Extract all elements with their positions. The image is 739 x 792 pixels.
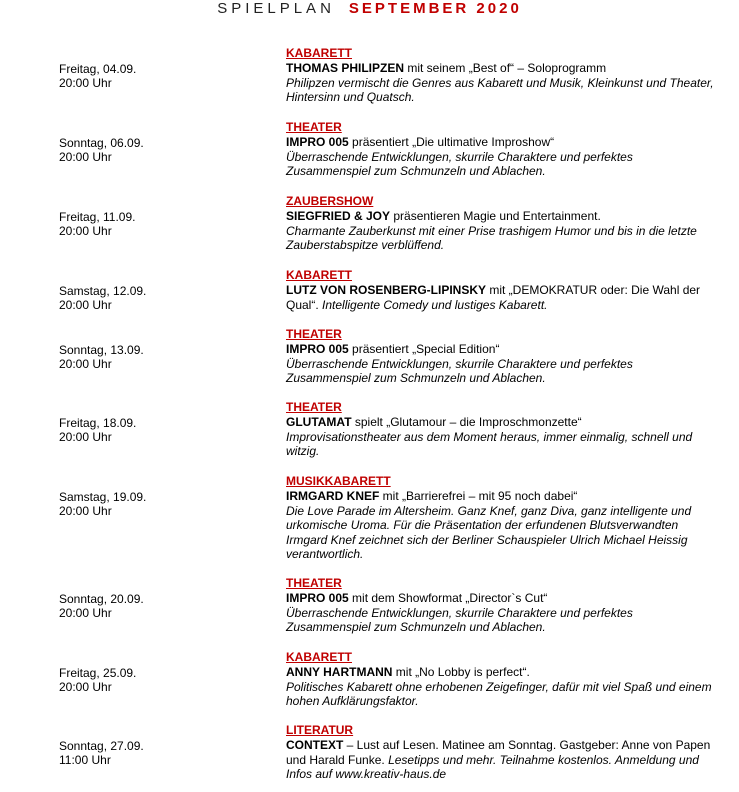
event-time: 20:00 Uhr <box>59 357 112 371</box>
event-title: – Lust auf Lesen. Matinee am Sonntag. Gastgeber: Anne von Papen und Harald Funke. <box>286 738 711 767</box>
event-description: Überraschende Entwicklungen, skurrile Charaktere und perfektes Zusammenspiel zum Schmunzeln und Ablachen. <box>286 356 633 385</box>
event-category: THEATER <box>286 400 342 414</box>
event-time: 20:00 Uhr <box>59 680 112 694</box>
event-title: mit dem Showformat „Director`s Cut“ <box>348 591 548 605</box>
event-description: Lesetipps und mehr. Teilnahme kostenlos. Anmeldung und Infos auf www.kreativ-haus.de <box>286 752 699 781</box>
event-performer: IMPRO 005 <box>286 342 349 356</box>
event-performer: IMPRO 005 <box>286 591 349 605</box>
event-performer: CONTEXT <box>286 738 344 752</box>
event-description: Überraschende Entwicklungen, skurrile Charaktere und perfektes Zusammenspiel zum Schmunzeln und Ablachen. <box>286 605 633 634</box>
event-category: LITERATUR <box>286 723 354 737</box>
event-date: Samstag, 19.09. <box>59 490 147 504</box>
event-date: Sonntag, 20.09. <box>59 592 144 606</box>
event-content <box>286 194 716 253</box>
event-category: KABARETT <box>286 268 352 282</box>
event-content <box>286 474 716 562</box>
event-title: mit „Barrierefrei – mit 95 noch dabei“ <box>379 489 578 503</box>
event-category: MUSIKKABARETT <box>286 474 391 488</box>
event-headline <box>286 489 716 504</box>
event-description: Die Love Parade im Altersheim. Ganz Knef, ganz Diva, ganz intelligente und urkomische Uroma. Für die Präsentation der erfundenen Blutsverwandten Irmgard Knef zeichnet sich der Berliner Schauspieler Ulrich Michael Heissig verantwortlich. <box>286 503 692 561</box>
event-performer: IRMGARD KNEF <box>286 489 380 503</box>
title-month: SEPTEMBER 2020 <box>348 0 522 17</box>
event-title: mit „No Lobby is perfect“. <box>392 665 530 679</box>
event-date: Sonntag, 27.09. <box>59 739 144 753</box>
event-content <box>286 650 716 709</box>
event-datetime <box>59 284 146 312</box>
event-description: Philipzen vermischt die Genres aus Kabarett und Musik, Kleinkunst und Theater, Hintersinn und Quatsch. <box>286 75 714 104</box>
event-title: mit „DEMOKRATUR oder: Die Wahl der Qual“. <box>286 283 701 312</box>
event-performer: IMPRO 005 <box>286 135 349 149</box>
event-description: Politisches Kabarett ohne erhobenen Zeigefinger, dafür mit viel Spaß und einem hohen Aufklärungsfaktor. <box>286 679 712 708</box>
event-content <box>286 400 716 459</box>
event-category: THEATER <box>286 576 342 590</box>
event-category: KABARETT <box>286 46 352 60</box>
event-datetime <box>59 416 136 444</box>
event-datetime <box>59 666 136 694</box>
event-content <box>286 576 716 635</box>
event-category: ZAUBERSHOW <box>286 194 374 208</box>
event-datetime <box>59 136 144 164</box>
event-time: 11:00 Uhr <box>59 753 111 767</box>
event-description: Überraschende Entwicklungen, skurrile Charaktere und perfektes Zusammenspiel zum Schmunzeln und Ablachen. <box>286 149 633 178</box>
event-performer: ANNY HARTMANN <box>286 665 393 679</box>
event-date: Freitag, 25.09. <box>59 666 137 680</box>
event-description: Improvisationstheater aus dem Moment heraus, immer einmalig, schnell und witzig. <box>286 429 693 458</box>
event-title: präsentiert „Special Edition“ <box>348 342 500 356</box>
event-performer: THOMAS PHILIPZEN <box>286 61 405 75</box>
event-performer: SIEGFRIED & JOY <box>286 209 391 223</box>
event-headline <box>286 415 716 430</box>
event-date: Freitag, 04.09. <box>59 62 137 76</box>
event-headline <box>286 209 716 224</box>
event-datetime <box>59 210 136 238</box>
event-headline <box>286 342 716 357</box>
event-time: 20:00 Uhr <box>59 606 112 620</box>
event-performer: LUTZ VON ROSENBERG-LIPINSKY <box>286 283 487 297</box>
event-datetime <box>59 343 144 371</box>
event-category: KABARETT <box>286 650 352 664</box>
event-date: Sonntag, 06.09. <box>59 136 144 150</box>
event-title: mit seinem „Best of“ – Soloprogramm <box>404 61 607 75</box>
event-title: präsentieren Magie und Entertainment. <box>390 209 601 223</box>
event-time: 20:00 Uhr <box>59 298 112 312</box>
event-content <box>286 268 716 312</box>
event-date: Samstag, 12.09. <box>59 284 147 298</box>
event-headline <box>286 591 716 606</box>
title-label: SPIELPLAN <box>217 0 335 17</box>
event-category: THEATER <box>286 327 342 341</box>
event-date: Freitag, 18.09. <box>59 416 137 430</box>
event-time: 20:00 Uhr <box>59 76 112 90</box>
event-description: Intelligente Comedy und lustiges Kabarett. <box>322 297 548 312</box>
event-title: präsentiert „Die ultimative Improshow“ <box>348 135 555 149</box>
event-headline <box>286 738 716 782</box>
event-headline <box>286 61 716 76</box>
event-headline <box>286 135 716 150</box>
event-date: Freitag, 11.09. <box>59 210 136 224</box>
event-content <box>286 723 716 782</box>
event-content <box>286 327 716 386</box>
event-headline <box>286 283 716 312</box>
event-time: 20:00 Uhr <box>59 430 112 444</box>
event-time: 20:00 Uhr <box>59 224 112 238</box>
event-description: Charmante Zauberkunst mit einer Prise trashigem Humor und bis in die letzte Zauberstabspitze verblüffend. <box>286 223 697 252</box>
event-datetime <box>59 739 144 767</box>
event-title: spielt „Glutamour – die Improschmonzette“ <box>351 415 582 429</box>
event-content <box>286 120 716 179</box>
event-content <box>286 46 716 105</box>
event-category: THEATER <box>286 120 342 134</box>
event-datetime <box>59 62 136 90</box>
event-datetime <box>59 490 146 518</box>
event-headline <box>286 665 716 680</box>
event-datetime <box>59 592 144 620</box>
event-time: 20:00 Uhr <box>59 504 112 518</box>
page-title <box>0 0 739 18</box>
event-date: Sonntag, 13.09. <box>59 343 144 357</box>
event-performer: GLUTAMAT <box>286 415 352 429</box>
event-time: 20:00 Uhr <box>59 150 112 164</box>
